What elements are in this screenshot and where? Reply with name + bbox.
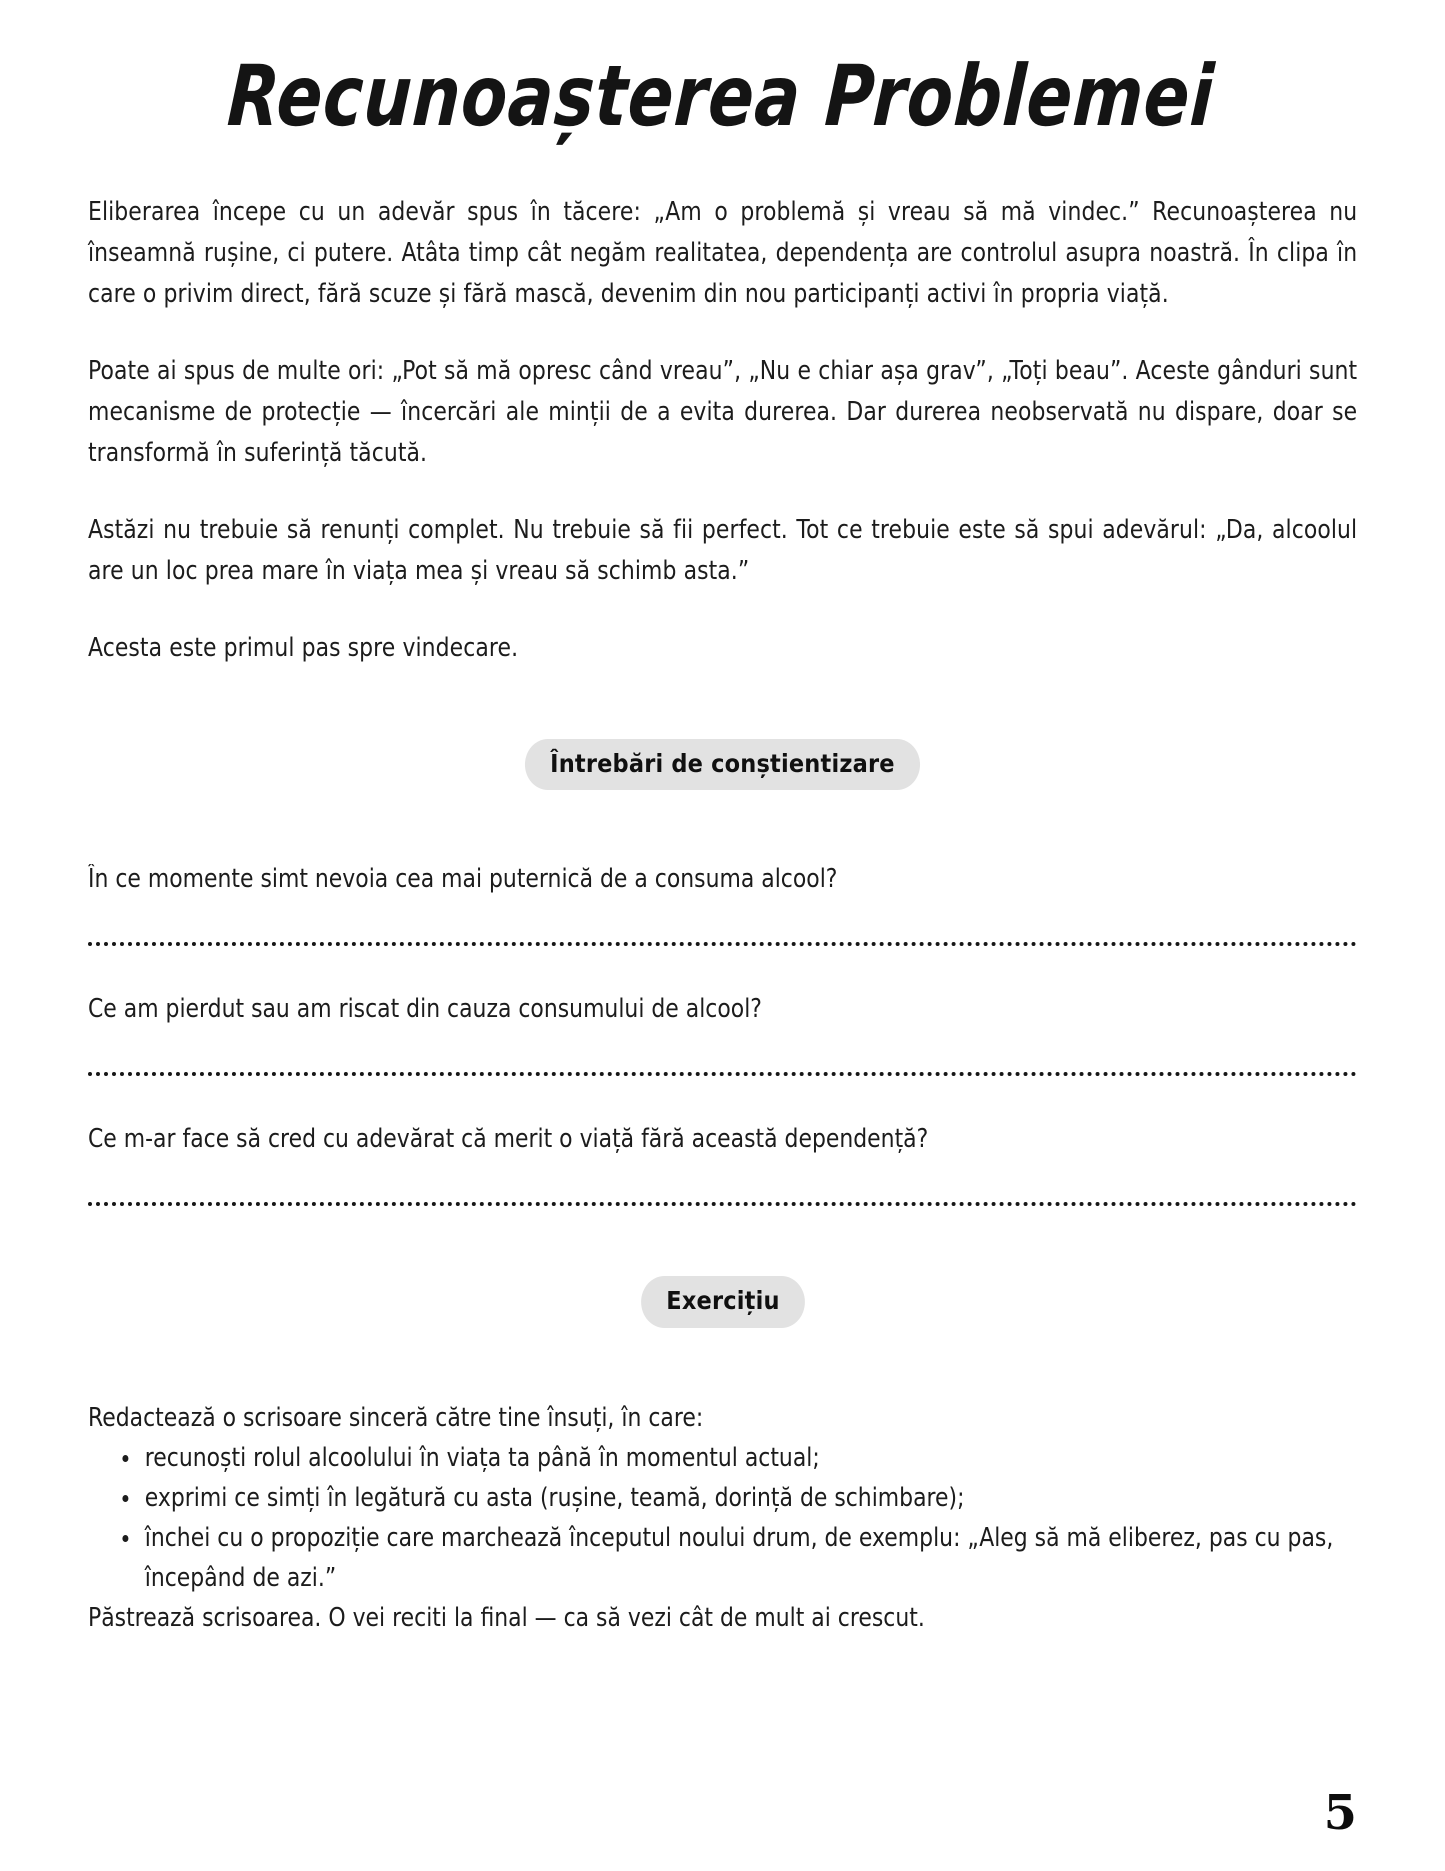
awareness-badge-row xyxy=(88,739,1357,790)
list-item-label: exprimi ce simți în legătură cu asta (rușine, teamă, dorință de schimbare); xyxy=(144,1482,965,1513)
status-badge-exercise: Exercițiu xyxy=(641,1276,805,1327)
exercise-badge-row xyxy=(88,1276,1357,1327)
exercise-intro-text: Redactează o scrisoare sinceră către tine însuți, în care: xyxy=(88,1402,704,1433)
bullet-dot-icon xyxy=(122,1455,128,1462)
intro-paragraph-3: Astăzi nu trebuie să renunți complet. Nu trebuie să fii perfect. Tot ce trebuie este să spui adevărul: „Da, alcoolul are un loc prea mare în viața mea și vreau să schimb asta.” xyxy=(88,515,1358,587)
page-number: 5 xyxy=(1323,1785,1357,1841)
bullet-dot-icon xyxy=(122,1535,128,1542)
list-item-label: recunoști rolul alcoolului în viața ta până în momentul actual; xyxy=(144,1442,820,1473)
intro-paragraph-4: Acesta este primul pas spre vindecare. xyxy=(88,633,519,664)
page-title: Recunoașterea Problemei xyxy=(225,47,1217,145)
exercise-block xyxy=(88,1398,1357,1638)
status-badge-awareness: Întrebări de conștientizare xyxy=(525,739,920,790)
question-group-1 xyxy=(88,860,1357,946)
intro-paragraph-2: Poate ai spus de multe ori: „Pot să mă opresc când vreau”, „Nu e chiar așa grav”, „Toți beau”. Aceste gânduri sunt mecanisme de protecție — încercări ale minții de a evita durerea. Dar durerea neobservată nu dispare, doar se transformă în suferință tăcută. xyxy=(88,356,1358,469)
list-item xyxy=(122,1478,1391,1518)
question-text-2: Ce am pierdut sau am riscat din cauza consumului de alcool? xyxy=(88,994,762,1025)
intro-text-block xyxy=(88,192,1357,669)
exercise-bullet-list xyxy=(88,1438,1392,1598)
list-item-label: închei cu o propoziție care marchează începutul noului drum, de exemplu: „Aleg să mă eliberez, pas cu pas, începând de azi.” xyxy=(144,1522,1334,1593)
question-group-3 xyxy=(88,1120,1357,1206)
bullet-dot-icon xyxy=(122,1495,128,1502)
question-text-1: În ce momente simt nevoia cea mai puternică de a consuma alcool? xyxy=(88,864,838,895)
question-text-3: Ce m-ar face să cred cu adevărat că merit o viață fără această dependență? xyxy=(88,1124,929,1155)
list-item xyxy=(122,1438,1391,1478)
exercise-outro-text: Păstrează scrisoarea. O vei reciti la final — ca să vezi cât de mult ai crescut. xyxy=(88,1602,925,1633)
list-item xyxy=(122,1518,1391,1598)
intro-paragraph-1: Eliberarea începe cu un adevăr spus în tăcere: „Am o problemă și vreau să mă vindec.” Recunoașterea nu înseamnă rușine, ci putere. Atâta timp cât negăm realitatea, dependența are controlul asupra noastră. În clipa în care o privim direct, fără scuze și fără mască, devenim din nou participanți activi în propria viață. xyxy=(88,197,1358,310)
question-group-2 xyxy=(88,990,1357,1076)
